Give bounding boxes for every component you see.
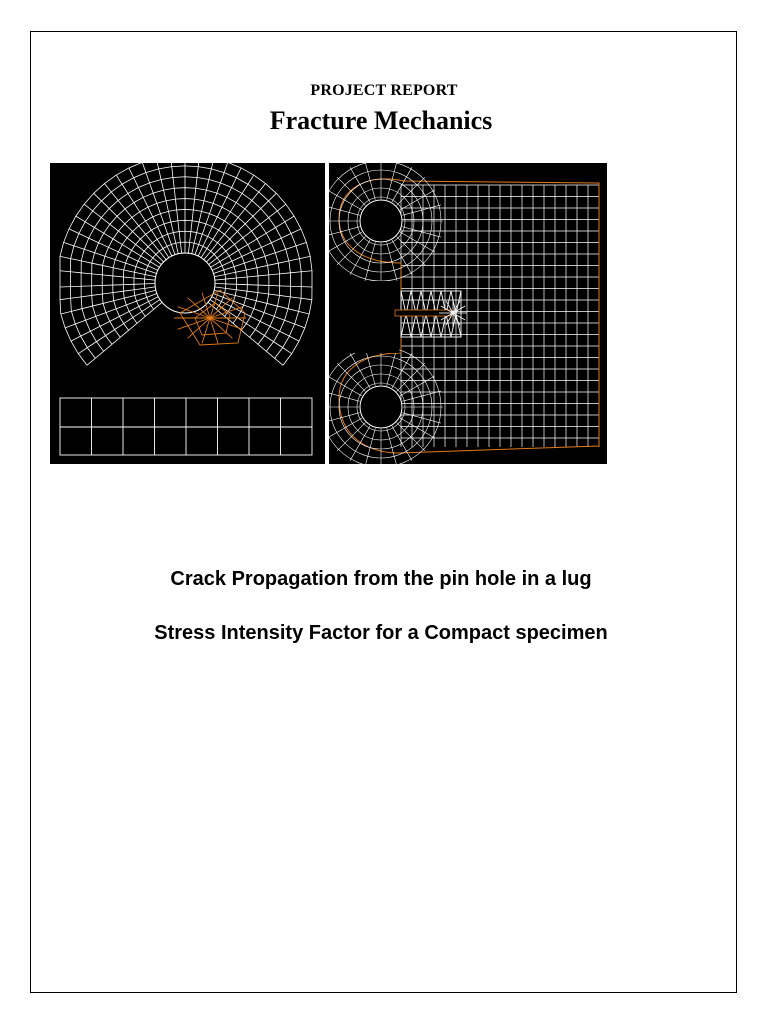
compact-specimen-mesh-image (329, 163, 607, 464)
report-kicker: PROJECT REPORT (310, 82, 458, 99)
notch-region (329, 281, 399, 353)
lug-mesh-image (50, 163, 325, 464)
topic-lug-crack: Crack Propagation from the pin hole in a lug (170, 568, 592, 590)
lower-pin-hole-mesh-hole (360, 386, 402, 428)
lug-base-block (60, 398, 312, 455)
topic-compact-specimen: Stress Intensity Factor for a Compact specimen (154, 622, 608, 644)
upper-pin-hole-mesh-hole (360, 200, 402, 242)
report-title: Fracture Mechanics (269, 106, 493, 135)
